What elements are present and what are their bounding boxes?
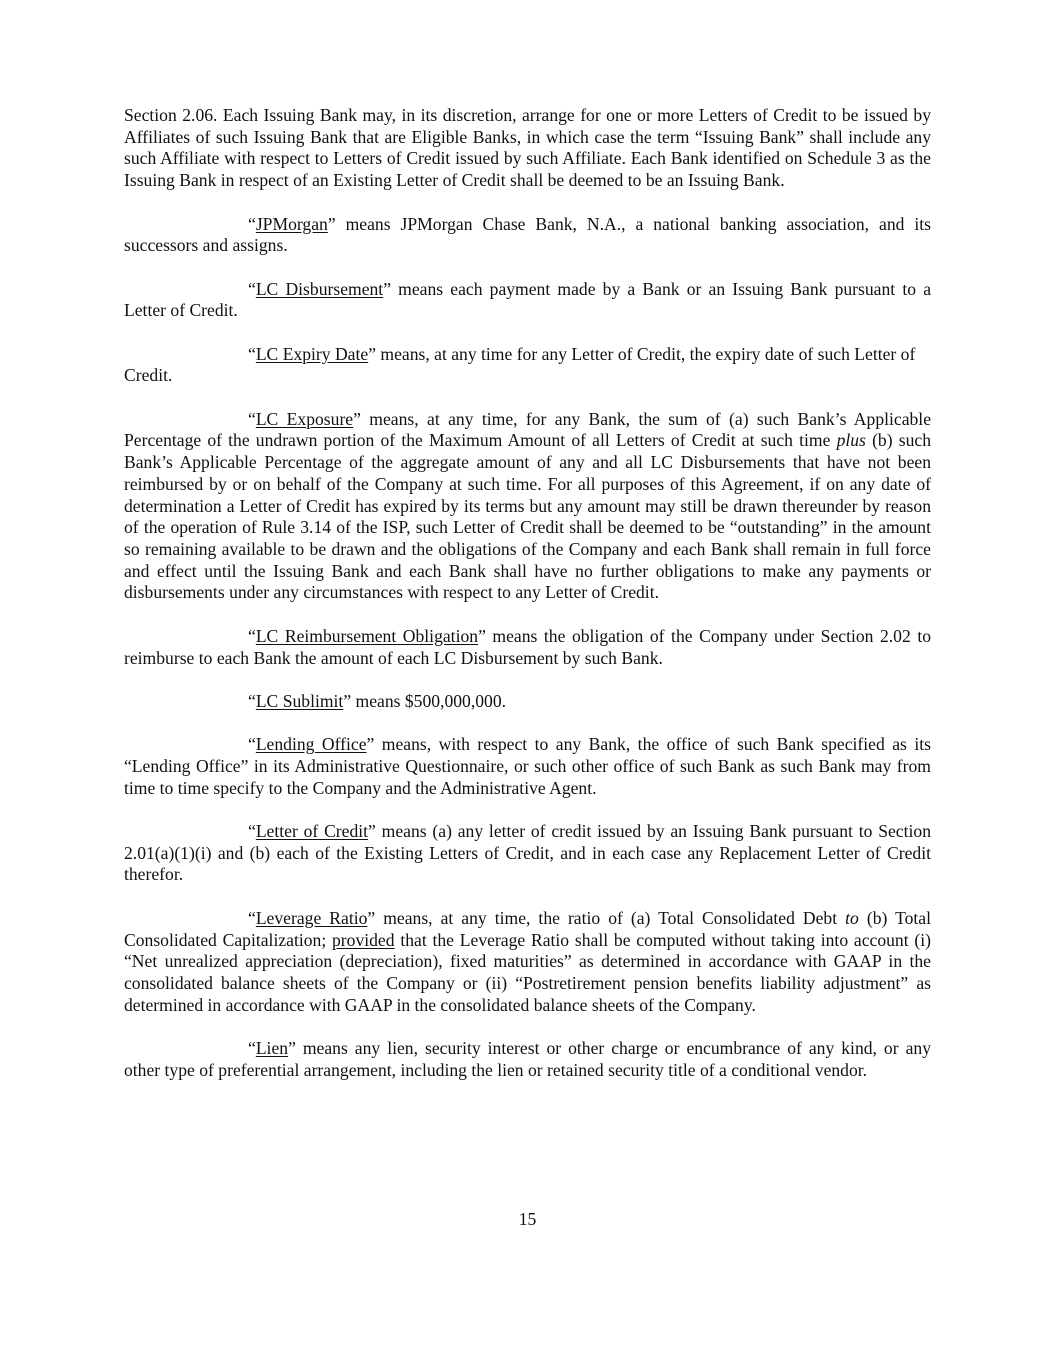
defined-term: LC Sublimit	[255, 690, 344, 711]
definition-letter-of-credit	[124, 821, 931, 886]
definition-lc-sublimit	[124, 691, 931, 713]
defined-term: LC Exposure	[255, 408, 354, 429]
definition-text-continued: (b) Total Consolidated Capitalization;	[124, 907, 931, 950]
definition-text-final: that the Leverage Ratio shall be computed without taking into account (i) “Net unrealized appreciation (depreciation), fixed maturities” as determined in accordance with GAAP in the consolidated balance sheets of the Company or (ii) “Postretirement pension benefits liability adjustment” as determined in accordance with GAAP in the consolidated balance sheets of the Company.	[124, 929, 931, 1015]
open-quote: “	[248, 821, 256, 842]
open-quote: “	[248, 278, 256, 299]
definition-jpmorgan	[124, 214, 931, 257]
defined-term: Letter of Credit	[255, 821, 369, 842]
definition-lending-office	[124, 734, 931, 799]
definition-text: ” means $500,000,000.	[343, 690, 507, 711]
definition-text: ” means any lien, security interest or other charge or encumbrance of any kind, or any other type of preferential arrangement, including the lien or retained security title of a conditional vendor.	[124, 1038, 931, 1080]
definition-text-continued: (b) such Bank’s Applicable Percentage of the aggregate amount of any and all LC Disbursements that have not been reimbursed by or on behalf of the Company at such time. For all purposes of this Agreement, if on any date of determination a Letter of Credit has expired by its terms but any amount may still be drawn thereunder by reason of the operation of Rule 3.14 of the ISP, such Letter of Credit shall be deemed to be “outstanding” in the amount so remaining available to be drawn and the obligations of the Company and each Bank shall remain in full force and effect until the Issuing Bank and each Bank shall have no further obligations to make any payments or disbursements under any circumstances with respect to any Letter of Credit.	[124, 430, 931, 603]
open-quote: “	[248, 343, 256, 364]
underlined-word: provided	[332, 929, 395, 950]
defined-term: Lien	[255, 1038, 289, 1059]
page-number: 15	[518, 1209, 537, 1229]
definition-text: ” means, with respect to any Bank, the office of such Bank specified as its “Lending Office” in its Administrative Questionnaire, or such other office of such Bank as such Bank may from time to time specify to the Company and the Administrative Agent.	[124, 734, 931, 798]
open-quote: “	[248, 734, 256, 755]
open-quote: “	[248, 907, 256, 928]
open-quote: “	[248, 1038, 256, 1059]
paragraph-text: Section 2.06. Each Issuing Bank may, in its discretion, arrange for one or more Letters of Credit to be issued by Affiliates of such Issuing Bank that are Eligible Banks, in which case the term “Issuing Bank” shall include any such Affiliate with respect to Letters of Credit issued by such Affiliate. Each Bank identified on Schedule 3 as the Issuing Bank in respect of an Existing Letter of Credit shall be deemed to be an Issuing Bank.	[124, 105, 931, 191]
paragraph-section-2-06	[124, 105, 931, 192]
defined-term: Leverage Ratio	[255, 907, 368, 928]
open-quote: “	[248, 213, 256, 234]
document-page	[124, 105, 931, 1103]
defined-term: Lending Office	[255, 734, 367, 755]
defined-term: JPMorgan	[255, 213, 328, 234]
definition-lc-expiry-date	[124, 344, 931, 387]
definition-lc-disbursement	[124, 279, 931, 322]
definition-text: ” means (a) any letter of credit issued by an Issuing Bank pursuant to Section 2.01(a)(1)(i) and (b) each of the Existing Letters of Credit, and in each case any Replacement Letter of Credit therefor.	[124, 821, 931, 885]
defined-term: LC Disbursement	[255, 278, 384, 299]
italic-word: plus	[836, 430, 866, 451]
definition-text: ” means each payment made by a Bank or an Issuing Bank pursuant to a Letter of Credit.	[124, 278, 931, 321]
definition-text: ” means, at any time for any Letter of Credit, the expiry date of such Letter of Credit.	[124, 343, 916, 386]
open-quote: “	[248, 408, 256, 429]
definition-text: ” means the obligation of the Company under Section 2.02 to reimburse to each Bank the amount of each LC Disbursement by such Bank.	[124, 625, 932, 668]
definition-text: ” means, at any time, for any Bank, the sum of (a) such Bank’s Applicable Percentage of the undrawn portion of the Maximum Amount of all Letters of Credit at such time	[124, 408, 931, 451]
definition-lc-reimbursement-obligation	[124, 626, 931, 669]
definition-text: ” means, at any time, the ratio of (a) Total Consolidated Debt	[367, 907, 846, 928]
defined-term: LC Expiry Date	[255, 343, 369, 364]
definition-leverage-ratio	[124, 908, 931, 1017]
open-quote: “	[248, 625, 256, 646]
definition-lc-exposure	[124, 409, 931, 604]
defined-term: LC Reimbursement Obligation	[255, 625, 479, 646]
definition-text: ” means JPMorgan Chase Bank, N.A., a national banking association, and its successors and assigns.	[124, 213, 931, 256]
definition-lien	[124, 1038, 931, 1081]
italic-word: to	[845, 907, 859, 928]
open-quote: “	[248, 690, 256, 711]
